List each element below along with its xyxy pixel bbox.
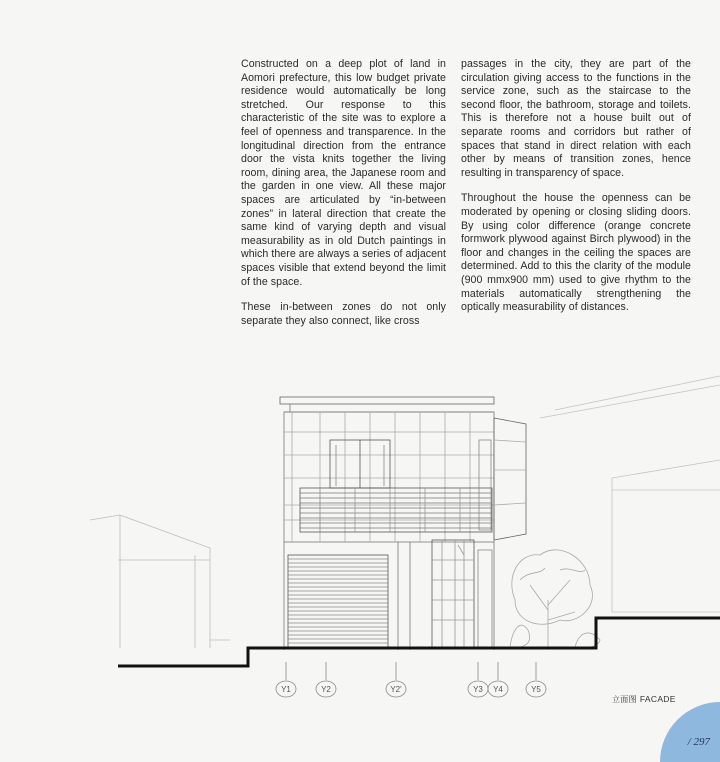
caption-chinese: 立面图 <box>612 695 637 704</box>
page-number: / 297 <box>687 736 710 748</box>
grid-label: Y1 <box>281 685 291 694</box>
corner-disc <box>660 702 720 762</box>
tree-illustration <box>510 550 600 650</box>
grid-markers <box>276 662 546 697</box>
grid-label: Y5 <box>531 685 541 694</box>
paragraph: These in-between zones do not only separate they also connect, like cross <box>241 301 446 327</box>
facade-elevation-drawing <box>0 370 720 710</box>
paragraph: passages in the city, they are part of the circulation giving access to the functions in the service zone, such as the staircase to the second floor, the bathroom, storage and toilets. This is therefore not a house built out of separate rooms and corridors but rather of spaces that stand in direct relation with each other by means of transition zones, hence resulting in transparency of space. <box>461 58 691 179</box>
text-column-right <box>461 58 691 327</box>
paragraph: Throughout the house the openness can be moderated by opening or closing sliding doors. By using color difference (orange concrete formwork plywood against Birch plywood) in the floor and changes in the ceiling the spaces are determined. Add to this the clarity of the module (900 mmx900 mm) used to give rhythm to the materials automatically strengthening the optically measurability of distances. <box>461 192 691 314</box>
neighbor-house-left <box>90 515 230 648</box>
grid-label: Y2 <box>321 685 331 694</box>
neighbor-house-right <box>540 376 720 612</box>
ground-line <box>118 618 720 666</box>
grid-label: Y3 <box>473 685 483 694</box>
grid-label: Y4 <box>493 685 503 694</box>
caption-english: FACADE <box>639 694 676 704</box>
page-corner-accent <box>660 702 720 762</box>
paragraph: Constructed on a deep plot of land in Aomori prefecture, this low budget private residence would automatically be long stretched. Our response to this characteristic of the site was to explore a feel of openness and transparence. In the longitudinal direction from the entrance door the vista knits together the living room, dining area, the Japanese room and the garden in one view. All these major spaces are articulated by “in-between zones” in lateral direction that create the same kind of varying depth and visual measurability as in old Dutch paintings in which there are always a series of adjacent spaces visible that extend beyond the limit of the space. <box>241 58 446 288</box>
text-column-left <box>241 58 446 340</box>
building <box>280 397 526 650</box>
grid-label: Y2' <box>390 685 402 694</box>
